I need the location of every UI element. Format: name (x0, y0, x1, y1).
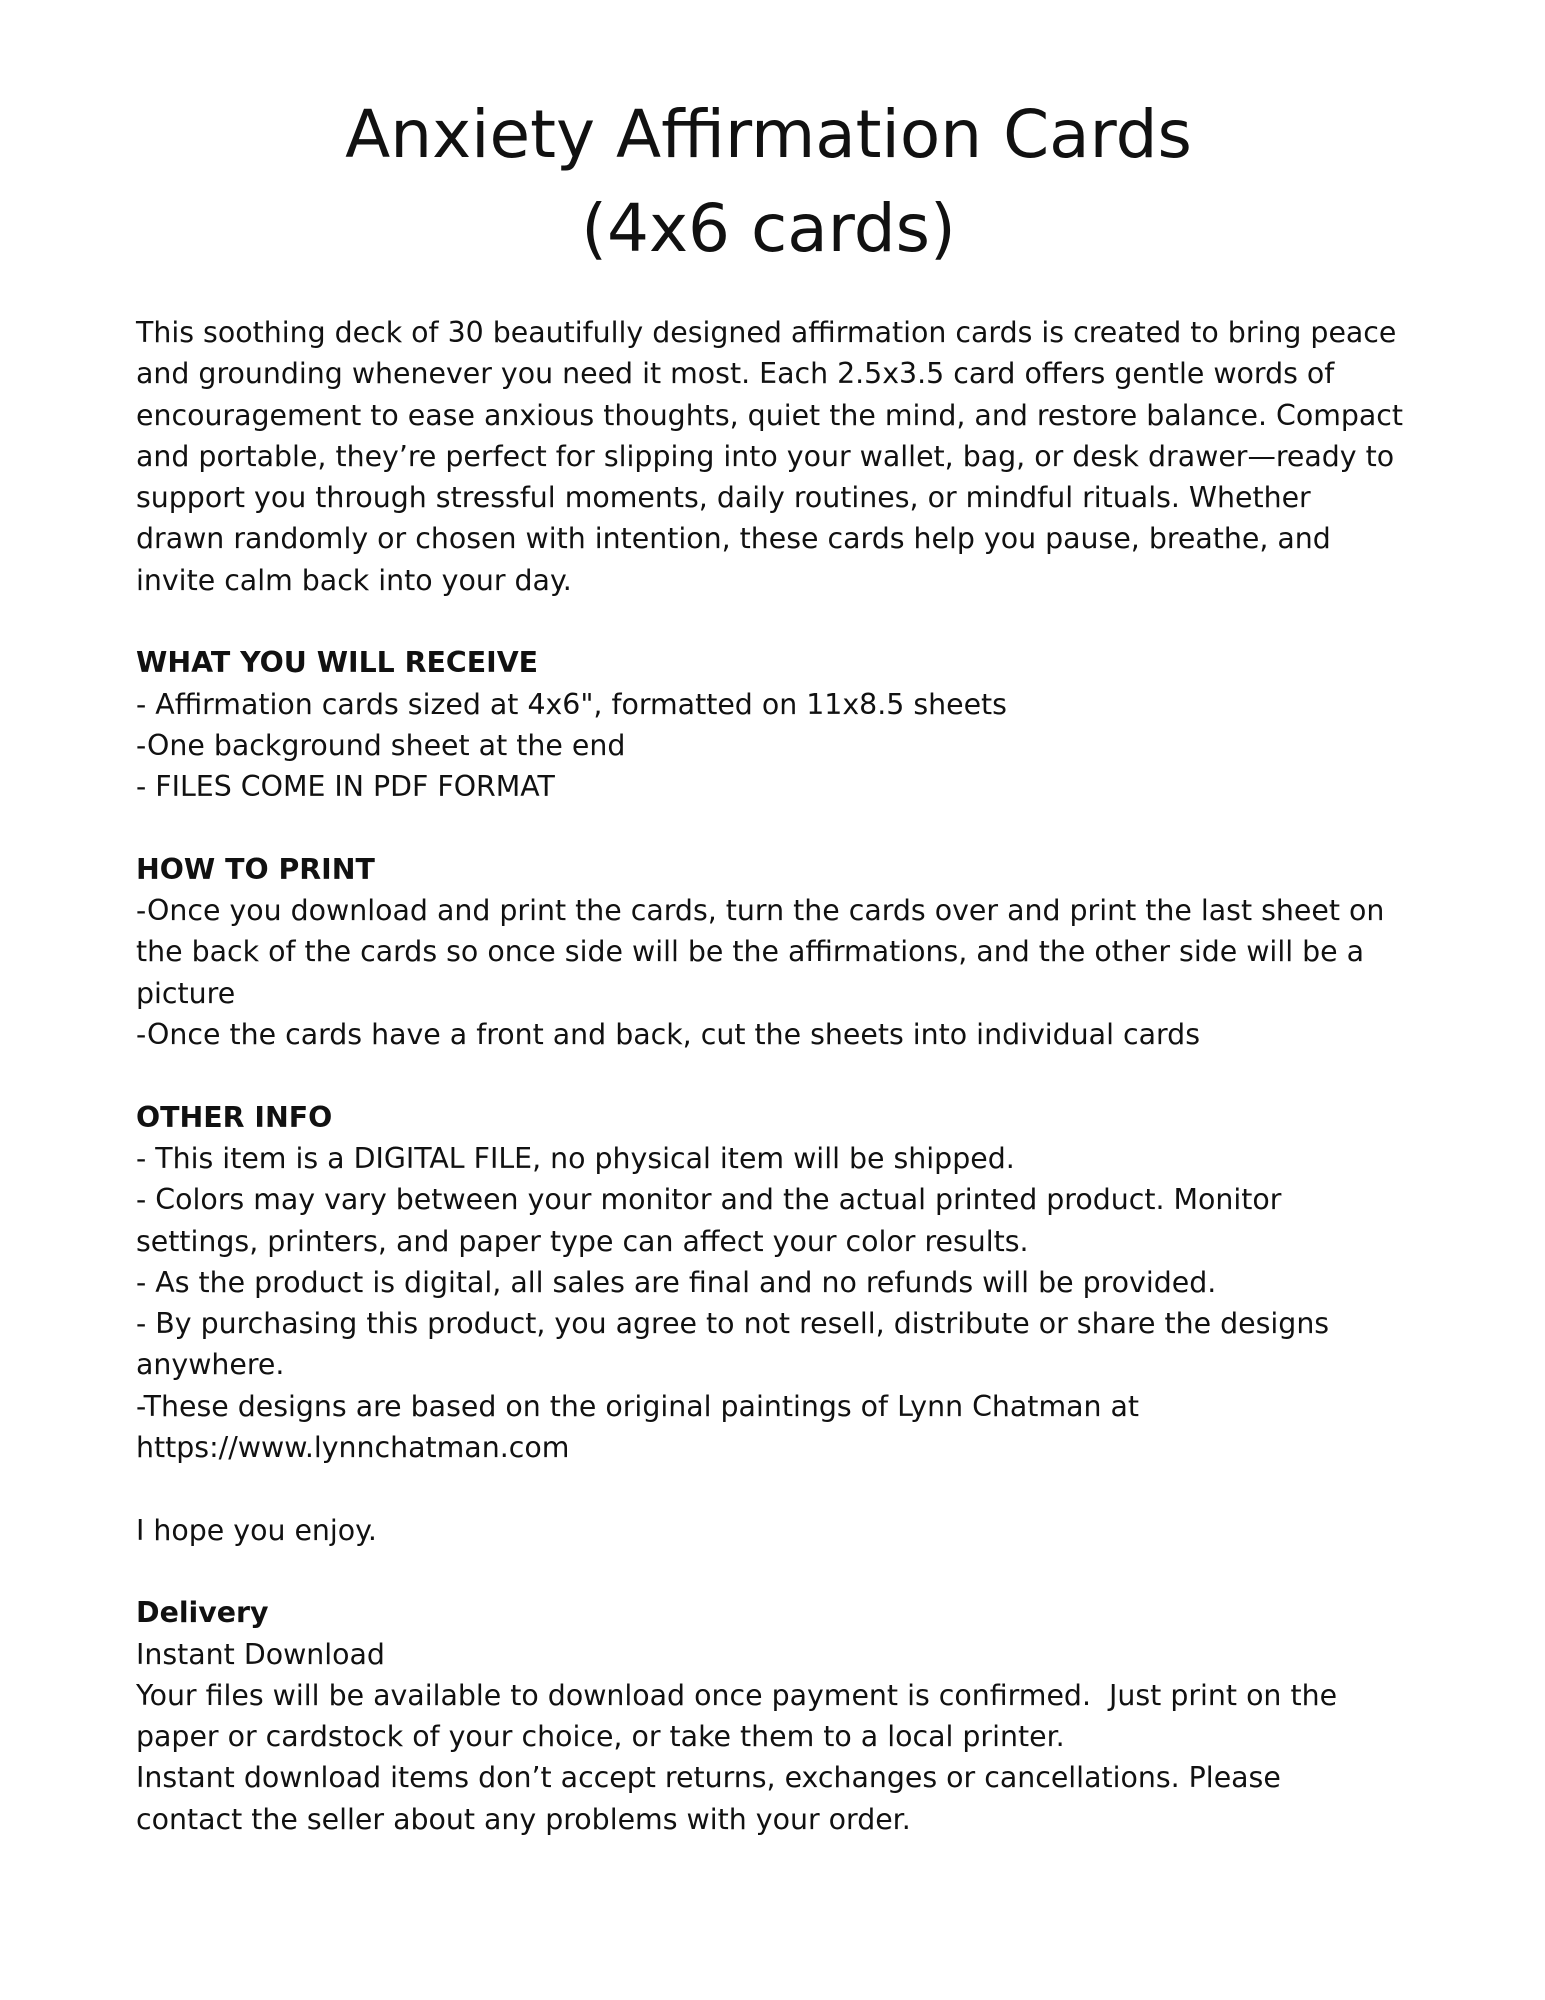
website-url: https://www.lynnchatman.com (136, 1431, 570, 1465)
other-info-line: settings, printers, and paper type can affect your color results. (136, 1224, 1029, 1258)
print-heading: HOW TO PRINT (136, 852, 375, 886)
delivery-line: paper or cardstock of your choice, or take them to a local printer. (136, 1720, 1065, 1754)
other-info-line: - As the product is digital, all sales are final and no refunds will be provided. (136, 1265, 1217, 1299)
delivery-underlined-letter: J (1109, 1678, 1118, 1712)
title-line-2: (4x6 cards) (581, 190, 956, 267)
receive-item: -One background sheet at the end (136, 728, 626, 762)
page-title (0, 88, 1545, 276)
other-info-line: -These designs are based on the original paintings of Lynn Chatman at (136, 1389, 1140, 1423)
intro-line: encouragement to ease anxious thoughts, quiet the mind, and restore balance. Compact (136, 398, 1404, 432)
delivery-line: Instant download items don’t accept returns, exchanges or cancellations. Please (136, 1761, 1281, 1795)
other-info-section (136, 1097, 1426, 1469)
other-info-heading: OTHER INFO (136, 1100, 333, 1134)
delivery-line-start: Your files will be available to download once payment is confirmed. (136, 1678, 1110, 1712)
print-line: the back of the cards so once side will be the affirmations, and the other side will be a (136, 935, 1365, 969)
receive-item: - FILES COME IN PDF FORMAT (136, 770, 555, 804)
spacer (136, 1468, 1426, 1509)
print-line: -Once the cards have a front and back, cut the sheets into individual cards (136, 1018, 1200, 1052)
other-info-line: anywhere. (136, 1348, 285, 1382)
spacer (136, 1055, 1426, 1096)
closing-line: I hope you enjoy. (136, 1513, 377, 1547)
intro-paragraph (136, 312, 1426, 601)
intro-line: support you through stressful moments, daily routines, or mindful rituals. Whether (136, 481, 1311, 515)
title-line-1: Anxiety Affirmation Cards (345, 96, 1192, 173)
other-info-line: - This item is a DIGITAL FILE, no physical item will be shipped. (136, 1141, 1015, 1175)
intro-line: This soothing deck of 30 beautifully designed affirmation cards is created to bring peace (136, 316, 1397, 349)
other-info-line: - Colors may vary between your monitor and the actual printed product. Monitor (136, 1183, 1282, 1217)
other-info-line: - By purchasing this product, you agree to not resell, distribute or share the designs (136, 1307, 1330, 1341)
spacer (136, 808, 1426, 849)
receive-heading: WHAT YOU WILL RECEIVE (136, 646, 539, 680)
receive-section (136, 642, 1426, 807)
spacer (136, 601, 1426, 642)
delivery-subheading: Instant Download (136, 1637, 385, 1671)
print-line: -Once you download and print the cards, turn the cards over and print the last sheet on (136, 894, 1385, 928)
delivery-section (136, 1592, 1426, 1840)
intro-line: drawn randomly or chosen with intention, these cards help you pause, breathe, and (136, 522, 1331, 556)
receive-item: - Affirmation cards sized at 4x6", formatted on 11x8.5 sheets (136, 687, 1007, 721)
print-line: picture (136, 976, 236, 1010)
delivery-heading: Delivery (136, 1596, 269, 1630)
delivery-line: contact the seller about any problems with your order. (136, 1802, 911, 1836)
delivery-line-end: ust print on the (1117, 1678, 1338, 1712)
print-section (136, 849, 1426, 1055)
delivery-line (136, 1675, 1426, 1716)
intro-line: invite calm back into your day. (136, 563, 572, 597)
intro-line: and portable, they’re perfect for slipping into your wallet, bag, or desk drawer—ready to (136, 439, 1395, 473)
intro-line: and grounding whenever you need it most. Each 2.5x3.5 card offers gentle words of (136, 357, 1335, 391)
document-body (136, 312, 1426, 1840)
spacer (136, 1551, 1426, 1592)
